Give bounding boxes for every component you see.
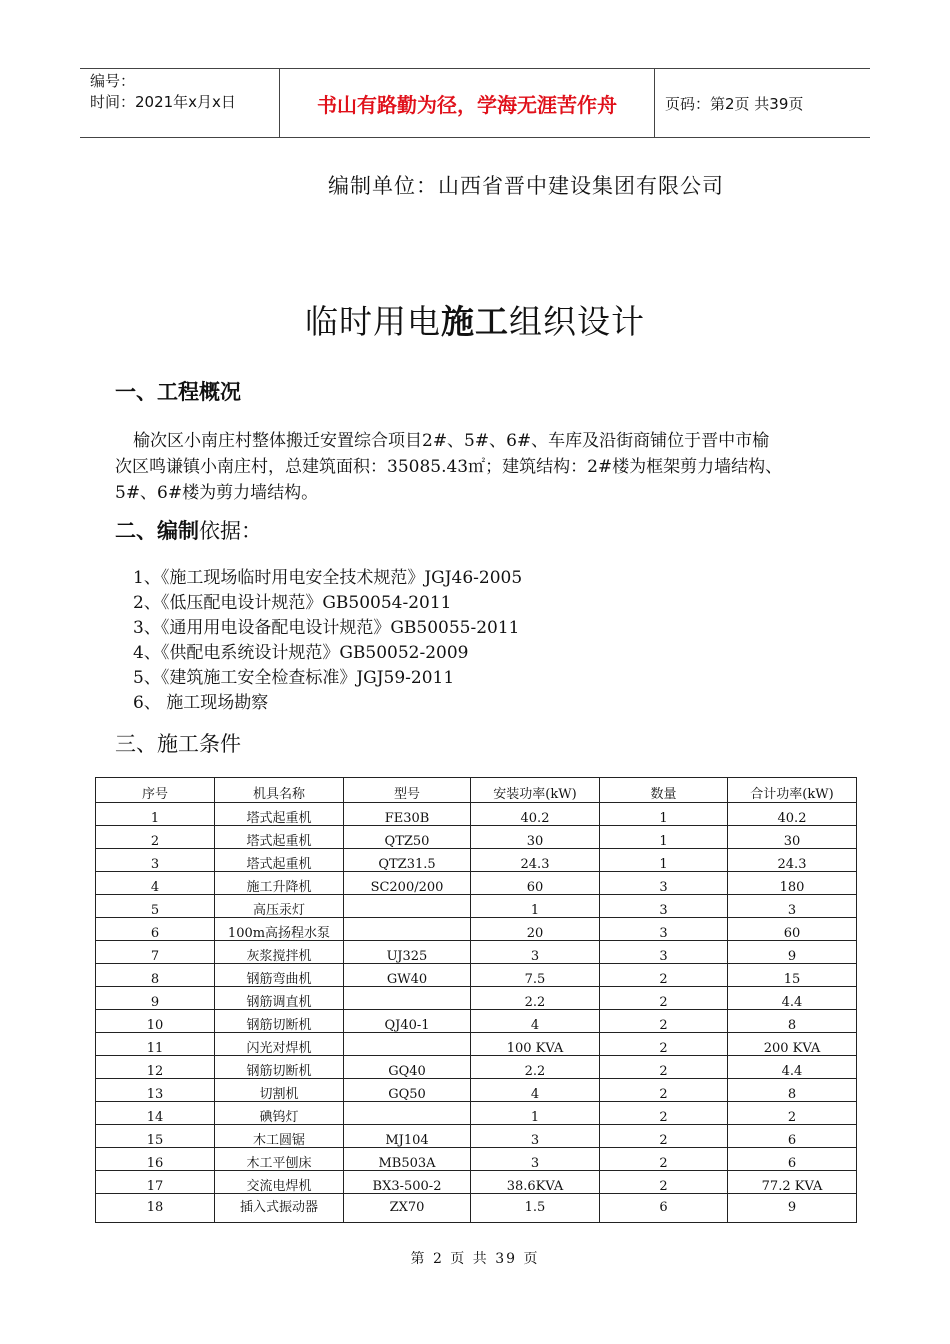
- cell-power: 2.2: [471, 987, 600, 1010]
- cell-model: FE30B: [344, 803, 471, 826]
- cell-qty: 2: [600, 964, 728, 987]
- cell-total: 200 KVA: [728, 1033, 857, 1056]
- title-part-1: 临时用电: [305, 302, 441, 341]
- cell-power: 1: [471, 1102, 600, 1125]
- cell-model: QTZ31.5: [344, 849, 471, 872]
- cell-index: 18: [96, 1194, 215, 1223]
- cell-index: 7: [96, 941, 215, 964]
- cell-name: 塔式起重机: [215, 849, 344, 872]
- reference-item: 3、《通用用电设备配电设计规范》GB50055-2011: [133, 618, 520, 638]
- section-heading-conditions: 三、施工条件: [115, 732, 241, 756]
- cell-name: 塔式起重机: [215, 803, 344, 826]
- reference-item: 4、《供配电系统设计规范》GB50052-2009: [133, 643, 469, 663]
- cell-qty: 2: [600, 1033, 728, 1056]
- table-row: [96, 1125, 857, 1148]
- table-row: [96, 872, 857, 895]
- cell-model: MB503A: [344, 1148, 471, 1171]
- cell-name: 塔式起重机: [215, 826, 344, 849]
- table-row: [96, 941, 857, 964]
- page-header: [80, 68, 870, 138]
- cell-index: 16: [96, 1148, 215, 1171]
- cell-power: 30: [471, 826, 600, 849]
- reference-item: 1、《施工现场临时用电安全技术规范》JGJ46-2005: [133, 568, 523, 588]
- cell-index: 8: [96, 964, 215, 987]
- cell-model: MJ104: [344, 1125, 471, 1148]
- cell-total: 40.2: [728, 803, 857, 826]
- table-row: [96, 849, 857, 872]
- cell-qty: 1: [600, 803, 728, 826]
- table-row: [96, 1194, 857, 1223]
- cell-index: 10: [96, 1010, 215, 1033]
- cell-index: 4: [96, 872, 215, 895]
- cell-name: 灰浆搅拌机: [215, 941, 344, 964]
- cell-index: 17: [96, 1171, 215, 1194]
- section-heading-basis: [115, 515, 262, 545]
- cell-total: 30: [728, 826, 857, 849]
- reference-item: 2、《低压配电设计规范》GB50054-2011: [133, 593, 452, 613]
- cell-power: 38.6KVA: [471, 1171, 600, 1194]
- cell-power: 1.5: [471, 1194, 600, 1223]
- cell-name: 钢筋切断机: [215, 1010, 344, 1033]
- table-row: [96, 1010, 857, 1033]
- cell-power: 4: [471, 1079, 600, 1102]
- cell-qty: 2: [600, 1010, 728, 1033]
- cell-total: 180: [728, 872, 857, 895]
- cell-name: 钢筋切断机: [215, 1056, 344, 1079]
- cell-qty: 6: [600, 1194, 728, 1223]
- cell-model: QTZ50: [344, 826, 471, 849]
- cell-qty: 3: [600, 872, 728, 895]
- cell-total: 9: [728, 1194, 857, 1223]
- table-row: [96, 987, 857, 1010]
- col-header-index: 序号: [96, 778, 215, 803]
- cell-index: 3: [96, 849, 215, 872]
- cell-name: 切割机: [215, 1079, 344, 1102]
- cell-power: 3: [471, 941, 600, 964]
- table-row: [96, 1171, 857, 1194]
- table-row: [96, 895, 857, 918]
- cell-total: 8: [728, 1079, 857, 1102]
- overview-line-1: 榆次区小南庄村整体搬迁安置综合项目2#、5#、6#、车库及沿街商铺位于晋中市榆: [133, 431, 770, 451]
- cell-qty: 1: [600, 826, 728, 849]
- cell-model: [344, 987, 471, 1010]
- title-part-2: 施工: [441, 302, 509, 341]
- section-heading-basis-rest: 依据：: [199, 519, 262, 543]
- header-meta: [80, 69, 280, 137]
- cell-model: QJ40-1: [344, 1010, 471, 1033]
- cell-qty: 2: [600, 1125, 728, 1148]
- cell-qty: 3: [600, 895, 728, 918]
- table-row: [96, 1033, 857, 1056]
- doc-code-label: 编号：: [90, 72, 136, 90]
- overview-line-2: 次区鸣谦镇小南庄村，总建筑面积：35085.43㎡；建筑结构：2#楼为框架剪力墙结构、: [115, 457, 783, 477]
- org-line: 编制单位：山西省晋中建设集团有限公司: [328, 174, 724, 198]
- cell-index: 6: [96, 918, 215, 941]
- cell-index: 15: [96, 1125, 215, 1148]
- cell-power: 3: [471, 1125, 600, 1148]
- reference-item: 5、《建筑施工安全检查标准》JGJ59-2011: [133, 668, 455, 688]
- cell-name: 木工平刨床: [215, 1148, 344, 1171]
- cell-power: 24.3: [471, 849, 600, 872]
- cell-power: 7.5: [471, 964, 600, 987]
- table-row: [96, 964, 857, 987]
- cell-name: 钢筋调直机: [215, 987, 344, 1010]
- cell-index: 11: [96, 1033, 215, 1056]
- cell-name: 施工升降机: [215, 872, 344, 895]
- overview-line-3: 5#、6#楼为剪力墙结构。: [115, 483, 319, 503]
- cell-name: 碘钨灯: [215, 1102, 344, 1125]
- cell-model: [344, 918, 471, 941]
- table-row: [96, 918, 857, 941]
- cell-total: 3: [728, 895, 857, 918]
- table-row: [96, 1056, 857, 1079]
- cell-name: 闪光对焊机: [215, 1033, 344, 1056]
- cell-name: 高压汞灯: [215, 895, 344, 918]
- cell-name: 木工圆锯: [215, 1125, 344, 1148]
- section-heading-basis-bold: 二、编制: [115, 519, 199, 543]
- cell-index: 14: [96, 1102, 215, 1125]
- cell-total: 2: [728, 1102, 857, 1125]
- cell-qty: 2: [600, 1056, 728, 1079]
- cell-qty: 1: [600, 849, 728, 872]
- cell-model: [344, 1102, 471, 1125]
- cell-name: 100m高扬程水泵: [215, 918, 344, 941]
- cell-total: 24.3: [728, 849, 857, 872]
- cell-model: GQ50: [344, 1079, 471, 1102]
- reference-list: [133, 566, 522, 716]
- cell-qty: 2: [600, 1079, 728, 1102]
- header-page-info: 页码：第2页 共39页: [665, 94, 804, 113]
- col-header-total: 合计功率(kW): [728, 778, 857, 803]
- cell-model: SC200/200: [344, 872, 471, 895]
- doc-time-label: 时间：2021年x月x日: [90, 93, 236, 111]
- cell-model: [344, 895, 471, 918]
- cell-power: 2.2: [471, 1056, 600, 1079]
- cell-model: BX3-500-2: [344, 1171, 471, 1194]
- cell-power: 60: [471, 872, 600, 895]
- cell-total: 4.4: [728, 987, 857, 1010]
- cell-qty: 2: [600, 987, 728, 1010]
- cell-index: 13: [96, 1079, 215, 1102]
- cell-name: 交流电焊机: [215, 1171, 344, 1194]
- cell-total: 6: [728, 1148, 857, 1171]
- cell-model: UJ325: [344, 941, 471, 964]
- cell-index: 9: [96, 987, 215, 1010]
- header-motto: 书山有路勤为径，学海无涯苦作舟: [280, 69, 655, 137]
- cell-total: 77.2 KVA: [728, 1171, 857, 1194]
- cell-index: 2: [96, 826, 215, 849]
- col-header-name: 机具名称: [215, 778, 344, 803]
- table-row: [96, 803, 857, 826]
- cell-qty: 3: [600, 941, 728, 964]
- title-part-3: 组织设计: [509, 302, 645, 341]
- cell-power: 20: [471, 918, 600, 941]
- cell-model: ZX70: [344, 1194, 471, 1223]
- cell-model: [344, 1033, 471, 1056]
- page-title: [0, 296, 950, 343]
- cell-total: 4.4: [728, 1056, 857, 1079]
- col-header-power: 安装功率(kW): [471, 778, 600, 803]
- table-row: [96, 1079, 857, 1102]
- cell-model: GQ40: [344, 1056, 471, 1079]
- equipment-table: [95, 777, 857, 1223]
- cell-total: 60: [728, 918, 857, 941]
- cell-name: 插入式振动器: [215, 1194, 344, 1223]
- cell-power: 100 KVA: [471, 1033, 600, 1056]
- table-body: [96, 803, 857, 1223]
- cell-qty: 3: [600, 918, 728, 941]
- cell-qty: 2: [600, 1148, 728, 1171]
- cell-power: 40.2: [471, 803, 600, 826]
- cell-index: 12: [96, 1056, 215, 1079]
- table-header-row: [96, 778, 857, 803]
- table-row: [96, 1148, 857, 1171]
- col-header-model: 型号: [344, 778, 471, 803]
- cell-name: 钢筋弯曲机: [215, 964, 344, 987]
- table-row: [96, 826, 857, 849]
- cell-total: 15: [728, 964, 857, 987]
- col-header-qty: 数量: [600, 778, 728, 803]
- cell-index: 5: [96, 895, 215, 918]
- cell-index: 1: [96, 803, 215, 826]
- cell-total: 9: [728, 941, 857, 964]
- cell-qty: 2: [600, 1102, 728, 1125]
- cell-power: 3: [471, 1148, 600, 1171]
- cell-power: 1: [471, 895, 600, 918]
- page-footer: 第 2 页 共 39 页: [410, 1251, 540, 1267]
- reference-item: 6、 施工现场勘察: [133, 693, 269, 713]
- table-row: [96, 1102, 857, 1125]
- cell-model: GW40: [344, 964, 471, 987]
- section-heading-overview: 一、工程概况: [115, 380, 241, 404]
- cell-qty: 2: [600, 1171, 728, 1194]
- cell-total: 6: [728, 1125, 857, 1148]
- cell-power: 4: [471, 1010, 600, 1033]
- cell-total: 8: [728, 1010, 857, 1033]
- overview-paragraph: [115, 428, 855, 506]
